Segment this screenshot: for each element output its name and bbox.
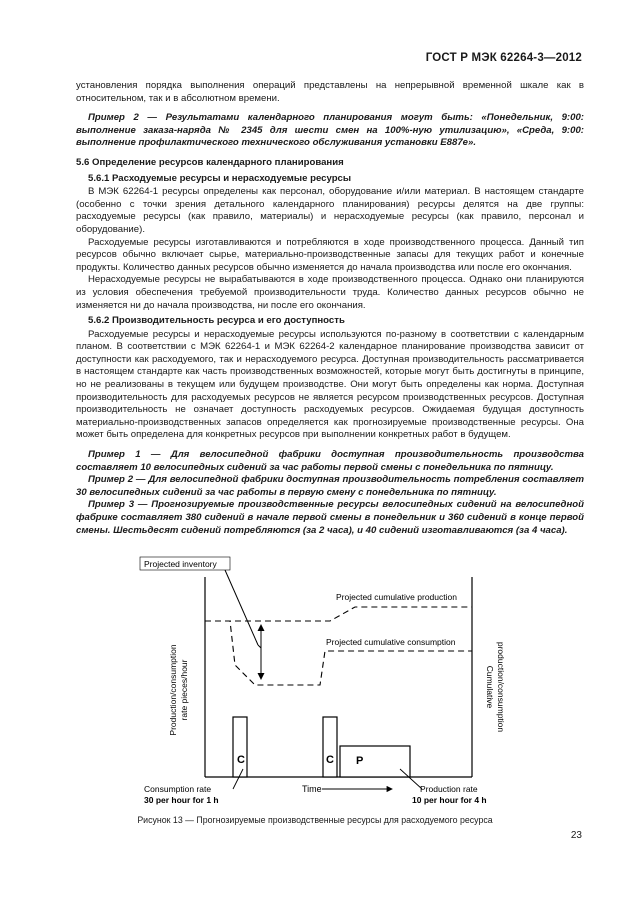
example-2-top: Пример 2 — Результатами календарного планирования могут быть: «Понедельник, 9:00: выполнение заказа-наряда № 2345 для шести смен на 100%-ную утилизацию», «Среда, 9:00: выполнение профилактического технического обслуживания установки E887e». — [76, 112, 584, 149]
paragraph-5-6-1-b: Расходуемые ресурсы изготавливаются и потребляются в ходе производственного процесса. Данный тип ресурсов обычно включает сырье, материально-производственные запасы для текущих работ и конечные продукты. Количество данных ресурсов обычно изменяется до начала производства или после его окончания. — [76, 236, 584, 273]
consumption-bar-2-label: C — [326, 754, 334, 766]
figure-caption: Рисунок 13 — Прогнозируемые производственные ресурсы для расходуемого ресурса — [137, 815, 493, 825]
production-rate-label-1: Production rate — [420, 784, 478, 794]
production-rate-label-2: 10 per hour for 4 h — [412, 795, 487, 805]
intro-paragraph: установления порядка выполнения операций представлены на непрерывной временной шкале как в относительном, так и в абсолютном времени. — [76, 80, 584, 104]
section-heading-5-6: 5.6 Определение ресурсов календарного планирования — [76, 156, 344, 168]
inventory-pointer-line — [225, 570, 258, 645]
paragraph-5-6-1-c: Нерасходуемые ресурсы не вырабатываются в ходе производственного процесса. Однако они планируются из условия обеспечения требуемой производительности труда. Количество данных ресурсов обычно не изменяется ни до начала производства, ни после его окончания. — [76, 274, 584, 311]
page-number: 23 — [570, 830, 582, 841]
consumption-rate-label-2: 30 per hour for 1 h — [144, 795, 219, 805]
document-header: ГОСТ Р МЭК 62264-3—2012 — [425, 52, 582, 64]
production-rate-pointer — [400, 769, 422, 789]
example-1: Пример 1 — Для велосипедной фабрики доступная производительность производства составляет 10 велосипедных сидений за час работы первой смены с понедельника по пятницу. — [76, 449, 584, 473]
paragraph-5-6-2: Расходуемые ресурсы и нерасходуемые ресурсы используются по-разному в соответствии с календарным планом. В соответствии с МЭК 62264-1 и МЭК 62264-2 календарное планирование производства зависит от доступности как расходуемого, так и нерасходуемого ресурса. Доступная производительность рассматривается в настоящем стандарте как часть производственных возможностей, которые могут быть достигнуты в принципе, но не реализованы в текущем или будущем производстве. Они могут быть определены как норма. Доступная производительность для расходуемых ресурсов не является ресурсом производственных ресурсов. Доступная производительность не означает доступность расходуемых ресурсов. Ожидаемая будущая доступность материально-производственных запасов определяется как прогнозируемые производственные ресурсы. Она может быть определена для конкретных ресурсов при выполнении конкретных работ в будущем. — [76, 328, 584, 441]
section-heading-5-6-2: 5.6.2 Производительность ресурса и его доступность — [88, 315, 345, 327]
example-2: Пример 2 — Для велосипедной фабрики доступная производительность потребления составляет 30 велосипедных сидений за час работы в первую смену с понедельника по пятницу. — [76, 474, 584, 498]
y-axis-left-label-2: rate pieces/hour — [179, 659, 189, 721]
cumulative-production-line — [205, 607, 472, 621]
example-3: Пример 3 — Прогнозируемые производственные ресурсы велосипедных сидений на велосипедной фабрике составляет 380 сидений в начале первой смены в понедельник и 360 сидений в конце первой смены. Шестьдесят сидений потребляются (за 2 часа), и 40 сидений изготавливаются (за 4 часа). — [76, 499, 584, 536]
y-axis-right-label-2: production/consumption — [496, 641, 506, 733]
consumption-rate-label-1: Consumption rate — [144, 784, 212, 794]
cumulative-production-label: Projected cumulative production — [336, 592, 457, 602]
consumption-bar-1-label: C — [237, 754, 245, 766]
y-axis-left-label-1: Production/consumption — [168, 644, 178, 736]
cumulative-consumption-label: Projected cumulative consumption — [326, 637, 456, 647]
production-bar-label: P — [356, 755, 364, 767]
section-heading-5-6-1: 5.6.1 Расходуемые ресурсы и нерасходуемые ресурсы — [88, 172, 352, 184]
figure-13-diagram — [130, 555, 510, 810]
cumulative-consumption-line — [205, 621, 472, 685]
paragraph-5-6-1-a: В МЭК 62264-1 ресурсы определены как персонал, оборудование и/или материал. В настоящем стандарте (особенно с точки зрения детального календарного планирования) ресурсы делятся на две группы: расходуемые ресурсы (как правило, материалы) и нерасходуемые ресурсы (как правило, персонал и оборудование). — [76, 186, 584, 235]
time-axis-label: Time — [302, 784, 322, 794]
production-bar — [340, 746, 410, 777]
y-axis-right-label-1: Cumulative — [485, 665, 495, 709]
projected-inventory-label: Projected inventory — [144, 559, 217, 569]
consumption-bar-1 — [233, 717, 247, 777]
consumption-bar-2 — [323, 717, 337, 777]
page-body — [76, 80, 584, 537]
